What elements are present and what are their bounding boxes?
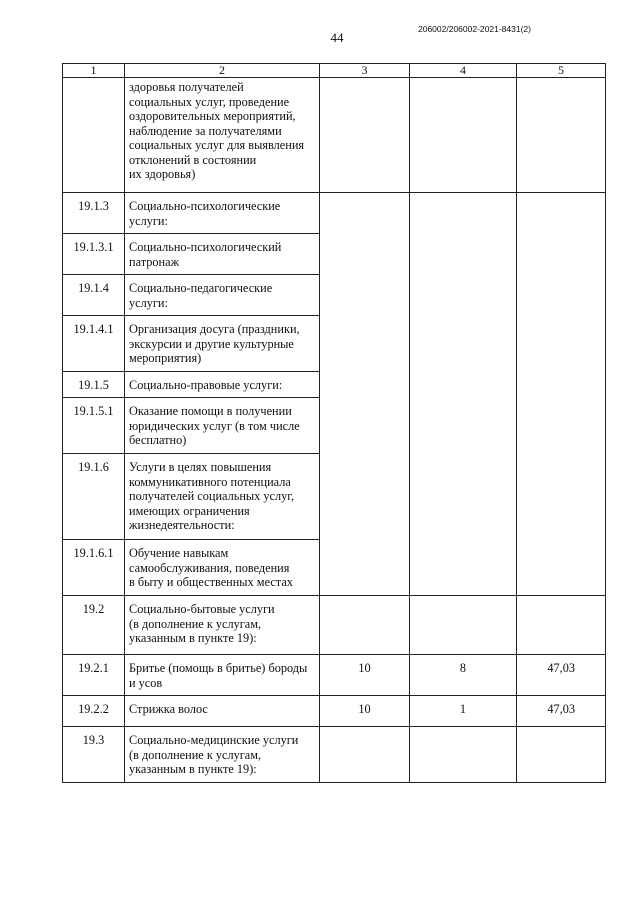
row-number: 19.1.6.1 — [63, 540, 125, 596]
row-col5 — [517, 727, 606, 783]
row-col5 — [517, 78, 606, 193]
row-col4 — [410, 596, 517, 655]
table-row — [63, 727, 606, 783]
row-name: Социально-правовые услуги: — [125, 372, 320, 398]
row-col5 — [517, 596, 606, 655]
table-header-row — [63, 64, 606, 78]
row-name: Социально-психологический патронаж — [125, 234, 320, 275]
table-row — [63, 696, 606, 727]
column-header-2: 2 — [125, 64, 320, 78]
row-number: 19.1.3.1 — [63, 234, 125, 275]
table-row — [63, 655, 606, 696]
row-name: Социально-медицинские услуги (в дополнение к услугам, указанным в пункте 19): — [125, 727, 320, 783]
row-number: 19.1.5 — [63, 372, 125, 398]
row-number: 19.1.4.1 — [63, 316, 125, 372]
row-col4: 1 — [410, 696, 517, 727]
row-col3: 10 — [320, 696, 410, 727]
table-row — [63, 78, 606, 193]
row-col3: 10 — [320, 655, 410, 696]
row-number: 19.2.2 — [63, 696, 125, 727]
row-name — [125, 78, 320, 193]
row-col5-merged — [517, 193, 606, 596]
row-number: 19.1.3 — [63, 193, 125, 234]
continuation-text: здоровья получателей социальных услуг, проведение оздоровительных мероприятий, наблюдение за получателями социальных услуг для выявления отклонений в состоянии их здоровья) — [129, 80, 305, 181]
row-col3-merged — [320, 193, 410, 596]
row-name: Услуги в целях повышения коммуникативного потенциала получателей социальных услуг, имеющих ограничения жизнедеятельности: — [125, 454, 320, 540]
row-name: Социально-бытовые услуги (в дополнение к услугам, указанным в пункте 19): — [125, 596, 320, 655]
row-number: 19.1.5.1 — [63, 398, 125, 454]
row-number — [63, 78, 125, 193]
row-col4: 8 — [410, 655, 517, 696]
row-name: Бритье (помощь в бритье) бороды и усов — [125, 655, 320, 696]
table-row — [63, 193, 606, 234]
row-col3 — [320, 596, 410, 655]
row-col5: 47,03 — [517, 696, 606, 727]
row-name: Стрижка волос — [125, 696, 320, 727]
row-number: 19.2.1 — [63, 655, 125, 696]
row-name: Организация досуга (праздники, экскурсии и другие культурные мероприятия) — [125, 316, 320, 372]
column-header-1: 1 — [63, 64, 125, 78]
services-table — [62, 63, 606, 783]
column-header-3: 3 — [320, 64, 410, 78]
row-col3 — [320, 78, 410, 193]
row-col5: 47,03 — [517, 655, 606, 696]
row-number: 19.1.4 — [63, 275, 125, 316]
row-col4 — [410, 78, 517, 193]
row-number: 19.3 — [63, 727, 125, 783]
row-col4-merged — [410, 193, 517, 596]
row-col4 — [410, 727, 517, 783]
document-id: 206002/206002-2021-8431(2) — [418, 24, 531, 34]
row-col3 — [320, 727, 410, 783]
table-row — [63, 596, 606, 655]
column-header-4: 4 — [410, 64, 517, 78]
column-header-5: 5 — [517, 64, 606, 78]
row-number: 19.1.6 — [63, 454, 125, 540]
row-name: Социально-психологические услуги: — [125, 193, 320, 234]
page-number: 44 — [330, 30, 344, 45]
row-name: Оказание помощи в получении юридических услуг (в том числе бесплатно) — [125, 398, 320, 454]
row-name: Социально-педагогические услуги: — [125, 275, 320, 316]
row-name: Обучение навыкам самообслуживания, поведения в быту и общественных местах — [125, 540, 320, 596]
row-number: 19.2 — [63, 596, 125, 655]
